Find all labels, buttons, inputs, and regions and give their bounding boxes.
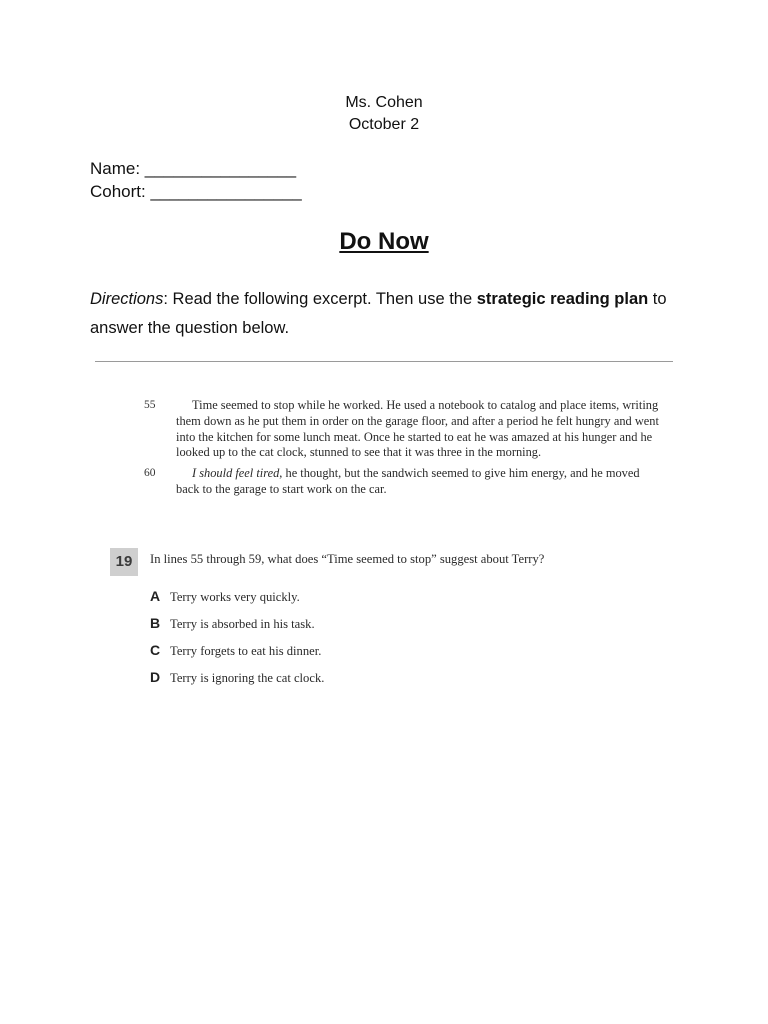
page-title: Do Now bbox=[339, 228, 429, 255]
answer-choice-d bbox=[150, 669, 324, 686]
answer-choice-b bbox=[150, 615, 315, 632]
choice-text: Terry is absorbed in his task. bbox=[170, 617, 315, 631]
line-number: 55 bbox=[144, 399, 156, 411]
excerpt-text: Time seemed to stop while he worked. He used a notebook to catalog and place items, writing them down as he put them in order on the garage floor, and after a period he felt hungry and went into the kitchen for some lunch meat. Once he started to eat he was amazed at his hunger and he looked up to the cat clock, stunned to see that it was three in the morning. bbox=[176, 398, 659, 460]
answer-choice-a bbox=[150, 588, 300, 605]
directions-text-1: : Read the following excerpt. Then use the bbox=[163, 290, 477, 308]
answer-choice-c bbox=[150, 642, 321, 659]
excerpt-italic-text: I should feel tired bbox=[192, 466, 280, 481]
document-header bbox=[0, 92, 768, 136]
name-field: Name: ________________ bbox=[90, 159, 297, 178]
choice-letter: B bbox=[150, 615, 161, 631]
cohort-field: Cohort: ________________ bbox=[90, 182, 302, 201]
choice-letter: A bbox=[150, 588, 161, 604]
divider bbox=[95, 361, 673, 362]
choice-text: Terry is ignoring the cat clock. bbox=[170, 671, 325, 685]
excerpt-paragraph bbox=[144, 466, 664, 498]
excerpt-text bbox=[176, 466, 664, 498]
directions-text-2: to answer the question below. bbox=[90, 290, 667, 337]
document-date: October 2 bbox=[348, 116, 420, 133]
choice-text: Terry forgets to eat his dinner. bbox=[170, 644, 322, 658]
choice-letter: C bbox=[150, 642, 161, 658]
directions-label: Directions bbox=[90, 290, 164, 308]
question-number-badge: 19 bbox=[110, 548, 138, 576]
teacher-name: Ms. Cohen bbox=[345, 94, 423, 111]
question-prompt: In lines 55 through 59, what does “Time seemed to stop” suggest about Terry? bbox=[150, 552, 545, 566]
directions bbox=[90, 285, 690, 343]
excerpt-text-rest: , he thought, but the sandwich seemed to give him energy, and he moved back to the garage to start work on the car. bbox=[176, 466, 640, 496]
directions-emphasis: strategic reading plan bbox=[476, 290, 649, 308]
excerpt bbox=[144, 398, 664, 498]
choice-text: Terry works very quickly. bbox=[170, 590, 300, 604]
choice-letter: D bbox=[150, 669, 161, 685]
excerpt-paragraph bbox=[144, 398, 664, 461]
line-number: 60 bbox=[144, 467, 156, 480]
